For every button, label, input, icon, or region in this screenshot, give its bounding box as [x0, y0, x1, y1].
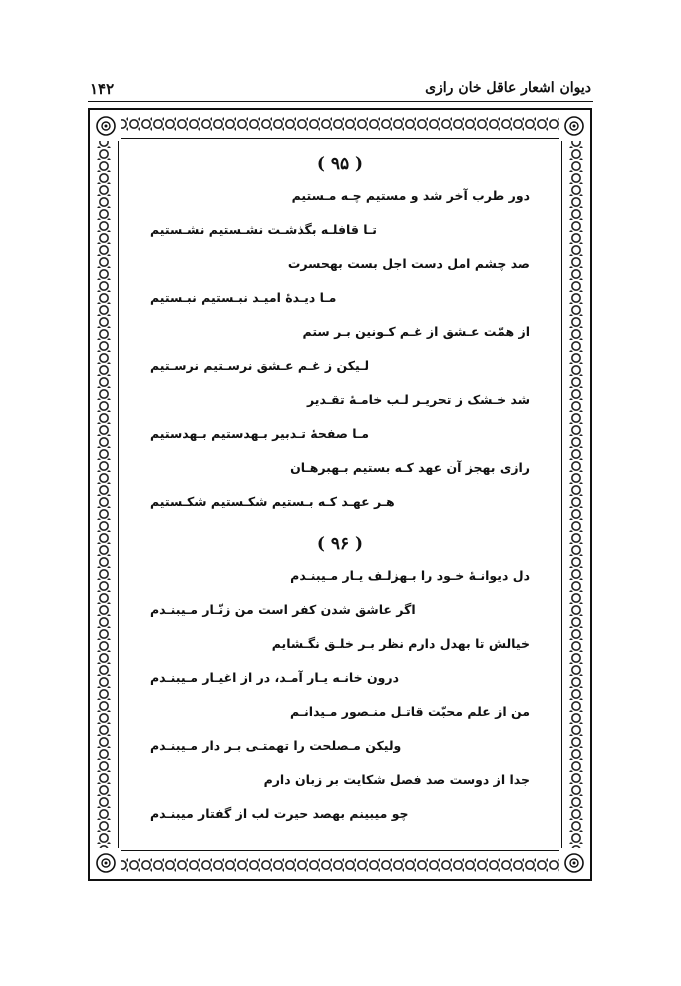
verse-line: صد چشم امل دست اجل بست بهحسرت — [287, 256, 530, 271]
verse-line: لـیکن ز غـم عـشق نرسـتیم نرسـتیم — [150, 358, 370, 373]
ornament-border-bottom — [92, 852, 588, 878]
verse-line: اگر عاشق شدن کفر است من زنّـار مـیبنـدم — [150, 602, 416, 617]
poem-number: ( ۹۶ ) — [316, 534, 364, 554]
verse-line: دور طرب آخر شد و مستیم چـه مـستیم — [291, 188, 530, 203]
ornament-border-top — [92, 111, 588, 137]
verse-line: رازی بهجز آن عهد کـه بستیم بـهبرهـان — [290, 460, 530, 475]
verse-line: شد خـشک ز تحریـر لـب خامـهٔ تقـدیر — [307, 392, 530, 407]
poem-number: ( ۹۵ ) — [316, 154, 364, 174]
verse-line: از همّت عـشق از غـم کـونین بـر ستم — [302, 324, 530, 339]
verse-line: تـا قافلـه بگذشـت نشـستیم نشـستیم — [150, 222, 377, 237]
verse-line: مـا دیـدهٔ امیـد نبـستیم نبـستیم — [150, 290, 337, 305]
verse-line: چو میبینم بهصد حیرت لب از گفتار میبنـدم — [150, 806, 409, 821]
corner-ornament-icon — [91, 848, 121, 878]
corner-ornament-icon — [559, 848, 589, 878]
header-rule — [88, 101, 593, 102]
verse-line: مـا صفحهٔ تـدبیر بـهدستیم بـهدستیم — [150, 426, 370, 441]
verse-line: من از علم محبّت قاتـل منـصور مـیدانـم — [290, 704, 530, 719]
corner-ornament-icon — [91, 111, 121, 141]
corner-ornament-icon — [559, 111, 589, 141]
book-title: دیوان اشعار عاقل خان رازی — [425, 80, 591, 96]
ornament-border-left — [91, 136, 117, 853]
ornament-border-right — [563, 136, 589, 853]
verse-line: خیالش تا بهدل دارم نظر بـر خلـق نگـشایم — [271, 636, 530, 651]
verse-line: جدا از دوست صد فصل شکایت بر زبان دارم — [263, 772, 530, 787]
verse-line: دل دیوانـهٔ خـود را بـهزلـف یـار مـیبنـدم — [290, 568, 530, 583]
page-number: ۱۴۲ — [90, 80, 115, 98]
verse-line: هـر عهـد کـه بـستیم شکـستیم شکـستیم — [150, 494, 395, 509]
verse-line: ولیکن مـصلحت را تهمتـی بـر دار مـیبنـدم — [150, 738, 402, 753]
page-content — [150, 150, 530, 850]
verse-line: درون خانـه یـار آمـد، در از اغیـار مـیبنـدم — [150, 670, 400, 685]
